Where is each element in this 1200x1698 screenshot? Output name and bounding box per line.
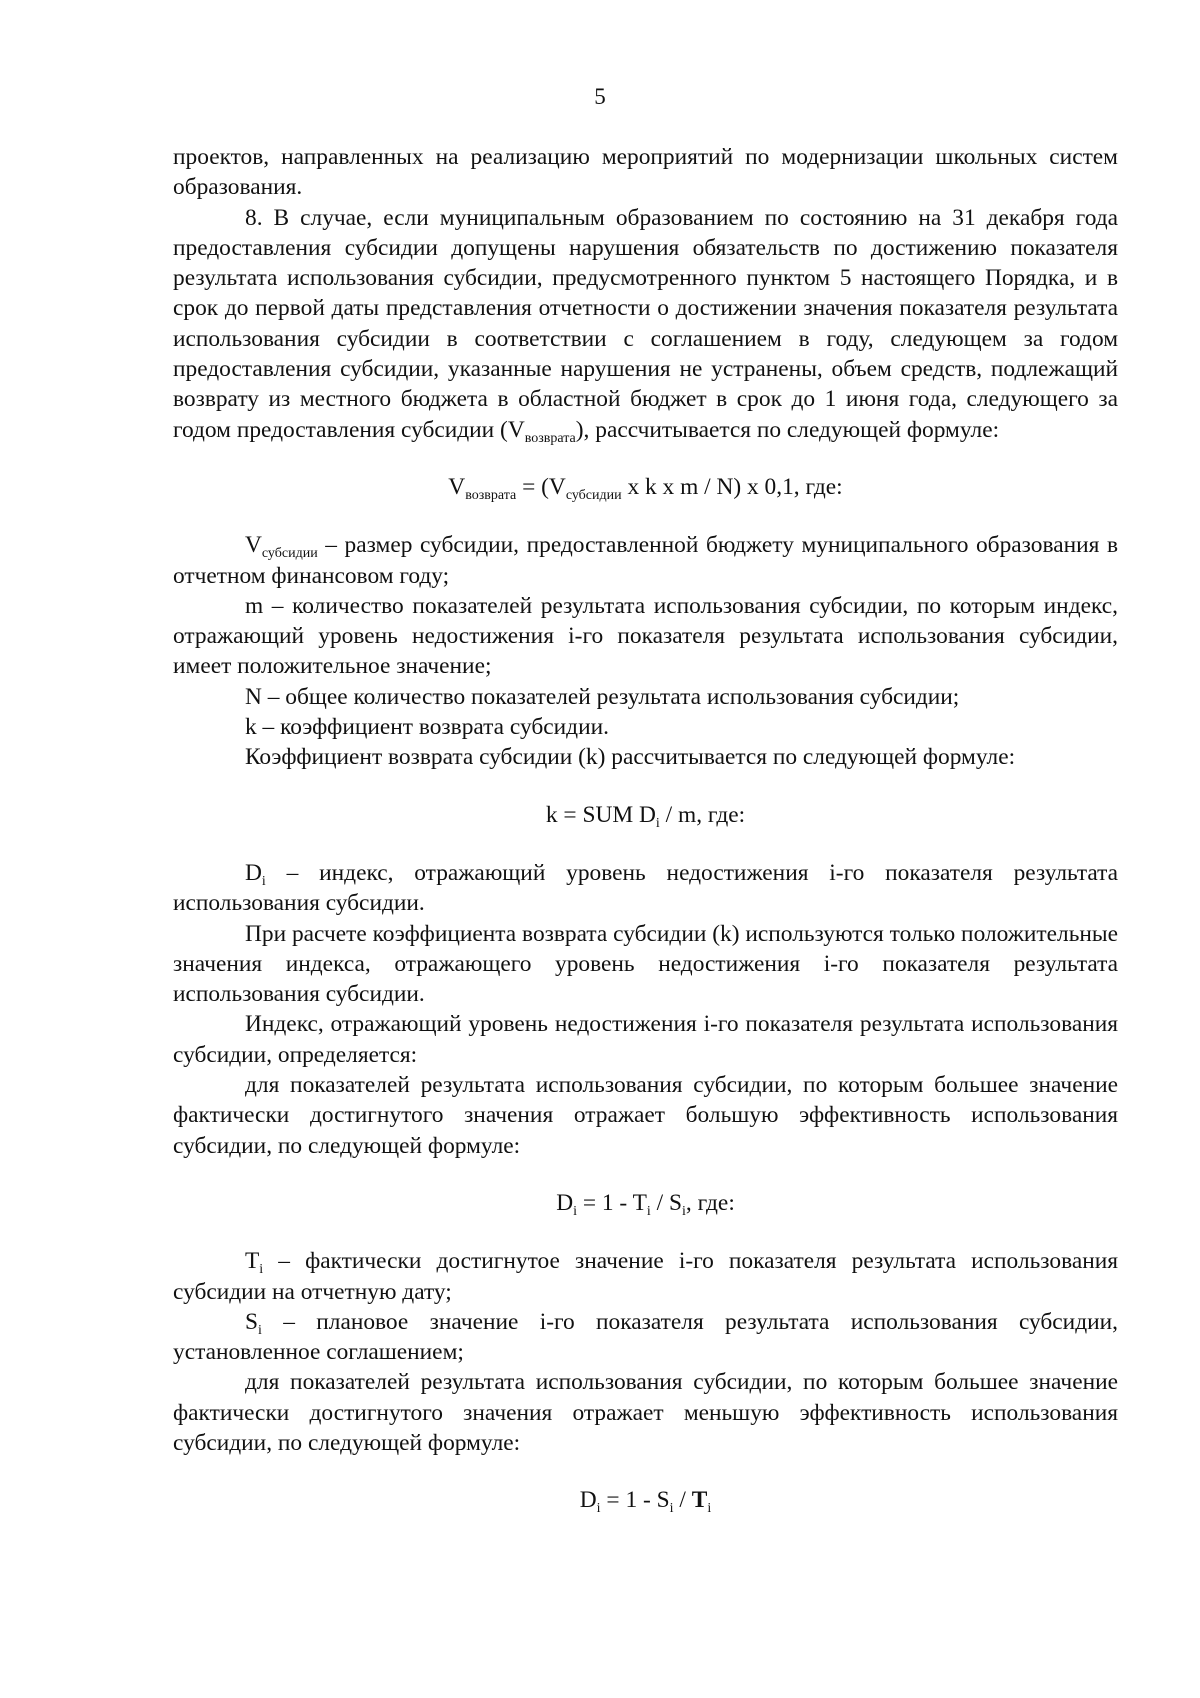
var-v-return-sub: возврата: [524, 430, 576, 446]
var-v-return: V: [507, 416, 525, 443]
def-si-var: S: [245, 1308, 259, 1335]
formula3-s-sub: i: [682, 1203, 686, 1219]
definition-v-subsidy: [173, 530, 1118, 591]
formula3-d-sub: i: [573, 1203, 577, 1219]
formula4-d-sub: i: [596, 1501, 601, 1517]
formula4-s-sub: i: [669, 1501, 674, 1517]
def-di-sub: i: [261, 873, 266, 889]
formula1-rest: x k x m / N) x 0,1, где:: [621, 473, 843, 500]
formula4-t-sub: i: [707, 1501, 712, 1517]
def-ti-var: T: [245, 1248, 260, 1275]
def-si-sub: i: [258, 1322, 262, 1338]
formula-k: [173, 800, 1118, 830]
formula1-v2-sub: субсидии: [565, 487, 622, 503]
formula3-t-sub: i: [646, 1203, 651, 1219]
formula3-mid: = 1 - T: [576, 1189, 647, 1216]
formula4-t: T: [691, 1487, 708, 1514]
def-vsub-var: V: [245, 532, 262, 559]
formula1-eq: = (: [516, 473, 549, 500]
def-di-text: – индекс, отражающий уровень недостижения i-го показателя результата использования субсидии.: [173, 859, 1118, 917]
def-ti-sub: i: [259, 1262, 264, 1278]
document-body: [173, 142, 1118, 1544]
definition-ti: [173, 1246, 1118, 1307]
paragraph-8: [173, 203, 1118, 445]
paragraph-8-tail: ), рассчитывается по следующей формуле:: [575, 416, 1000, 443]
formula-di-greater: [173, 1188, 1118, 1218]
definition-si: [173, 1307, 1118, 1368]
paragraph-calc: При расчете коэффициента возврата субсидии (k) используются только положительные значения индекса, отражающего уровень недостижения i-го показателя результата использования субсидии.: [173, 920, 1118, 1008]
paragraph-k-intro: Коэффициент возврата субсидии (k) рассчитывается по следующей формуле:: [245, 744, 1016, 771]
paragraph-index: Индекс, отражающий уровень недостижения i-го показателя результата использования субсидии, определяется:: [173, 1011, 1118, 1068]
paragraph-greater: для показателей результата использования субсидии, по которым большее значение фактически достигнутого значения отражает большую эффективность использования субсидии, по следующей формуле:: [173, 1072, 1118, 1159]
formula3-slash: / S: [650, 1189, 683, 1216]
definition-m: m – количество показателей результата использования субсидии, по которым индекс, отражающий уровень недостижения i-го показателя результата использования субсидии, имеет положительное значение;: [173, 592, 1118, 680]
def-vsub-text: – размер субсидии, предоставленной бюджету муниципального образования в отчетном финансовом году;: [173, 532, 1118, 589]
formula-di-lesser: [173, 1485, 1118, 1515]
paragraph-8-text: 8. В случае, если муниципальным образованием по состоянию на 31 декабря года предоставления субсидии допущены нарушения обязательств по достижению показателя результата использования субсидии, предусмотренного пунктом 5 настоящего Порядка, и в срок до первой даты представления отчетности о достижении значения показателя результата использования субсидии в соответствии с соглашением в году, следующем за годом предоставления субсидии, указанные нарушения не устранены, объем средств, подлежащий возврату из местного бюджета в областной бюджет в срок до 1 июня года, следующего за годом предоставления субсидии (: [173, 204, 1118, 443]
def-di-var: D: [245, 859, 262, 886]
definition-n: N – общее количество показателей результата использования субсидии;: [245, 683, 960, 710]
formula3-d: D: [556, 1189, 574, 1216]
formula2-pre: k = SUM D: [545, 801, 656, 828]
definition-di: [173, 858, 1118, 919]
formula2-sub: i: [655, 815, 660, 831]
formula-v-return: [173, 472, 1118, 502]
paragraph-intro: проектов, направленных на реализацию мероприятий по модернизации школьных систем образования.: [173, 144, 1118, 201]
page-number: 5: [594, 84, 606, 109]
paragraph-lesser: для показателей результата использования субсидии, по которым большее значение фактически достигнутого значения отражает меньшую эффективность использования субсидии, по следующей формуле:: [173, 1369, 1118, 1456]
formula4-slash: /: [673, 1487, 692, 1514]
formula3-post: , где:: [685, 1189, 735, 1216]
formula1-v: V: [448, 473, 466, 500]
formula1-v2: V: [548, 473, 566, 500]
definition-k: k – коэффициент возврата субсидии.: [245, 714, 609, 741]
formula1-v-sub: возврата: [465, 487, 517, 503]
formula4-d: D: [579, 1487, 597, 1514]
def-si-text: – плановое значение i-го показателя результата использования субсидии, установленное соглашением;: [173, 1308, 1118, 1366]
def-vsub-sub: субсидии: [261, 546, 318, 562]
def-ti-text: – фактически достигнутое значение i-го показателя результата использования субсидии на отчетную дату;: [173, 1248, 1118, 1305]
formula2-post: / m, где:: [659, 801, 746, 828]
formula4-mid: = 1 - S: [600, 1487, 670, 1514]
